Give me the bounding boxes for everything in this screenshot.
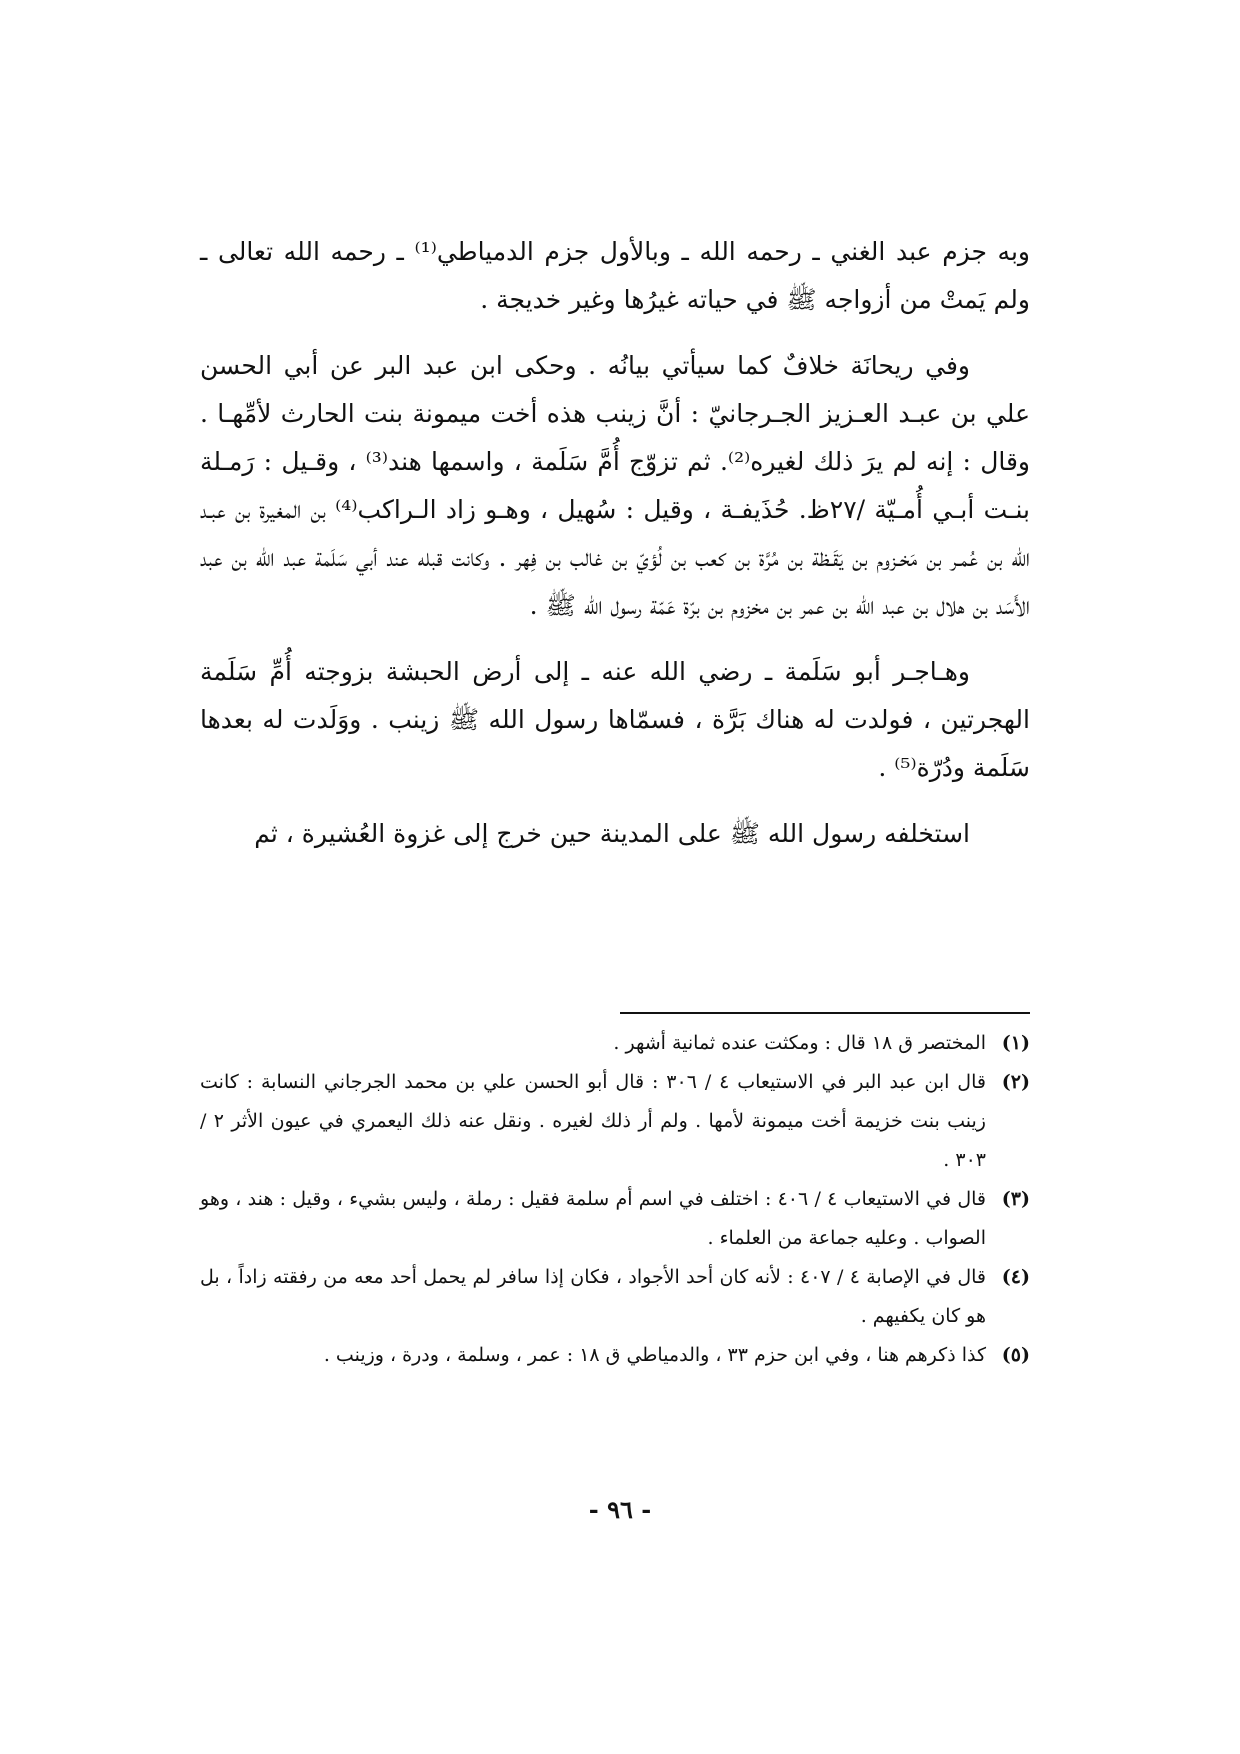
footnote-number: (٥) (1001, 1344, 1030, 1366)
footnote-number: (١) (1001, 1032, 1030, 1054)
footnote-2 (200, 1063, 1030, 1180)
footnote-number: (٣) (1001, 1188, 1030, 1210)
main-text (200, 228, 1030, 876)
paragraph-3: وهـاجـر أبو سَلَمة ـ رضي الله عنه ـ إلى أرض الحبشة بزوجته أُمِّ سَلَمة الهجرتين ، فولدت له هناك بَرَّة ، فسمّاها رسول الله ﷺ زينب . ووَلَدت له بعدها سَلَمة ودُرّة⁽⁵⁾ . (200, 657, 1030, 782)
footnote-3 (200, 1180, 1030, 1258)
footnote-number: (٢) (1001, 1071, 1030, 1093)
footnote-text: المختصر ق ١٨ قال : ومكثت عنده ثمانية أشهر . (613, 1032, 986, 1054)
paragraph-2: وفي ريحانَة خلافٌ كما سيأتي بيانُه . وحكى ابن عبد البر عن أبي الحسن علي بن عبـد العـزيز الجـرجانيّ : أنَّ زينب هذه أخت ميمونة بنت الحارث لأمِّهـا . وقال : إنه لم يرَ ذلك لغيره⁽²⁾. ثم تزوّج أُمَّ سَلَمة ، واسمها هند⁽³⁾ ، وقـيل : رَمـلة بنـت أبـي أُمـيّة /٢٧ظ. حُذَيفـة ، وقيل : سُهيل ، وهـو زاد الـراكب⁽⁴⁾ بن المغيرة بن عبـد الله بن عُمـر بن مَخـزوم بن يَقَـظة بن مُرَّة بن كعب بن لُؤيّ بن غالب بن فِهر . وكانت قبله عند أبي سَلَمة عبد الله بن عبد الأَسَد بن هلال بن عبد الله بن عمر بن مخزوم بن برّة عَمّة رسول الله ﷺ . (200, 351, 1031, 620)
paragraph-4: استخلفه رسول الله ﷺ على المدينة حين خرج إلى غزوة العُشيرة ، ثم (254, 819, 970, 848)
footnote-text: قال في الإصابة ٤ / ٤٠٧ : لأنه كان أحد الأجواد ، فكان إذا سافر لم يحمل أحد معه من رفقته زاداً ، بل هو كان يكفيهم . (200, 1266, 987, 1327)
footnote-number: (٤) (1001, 1266, 1030, 1288)
footnote-text: قال ابن عبد البر في الاستيعاب ٤ / ٣٠٦ : قال أبو الحسن علي بن محمد الجرجاني النسابة : كانت زينب بنت خزيمة أخت ميمونة لأمها . ولم أر ذلك لغيره . ونقل عنه ذلك اليعمري في عيون الأثر ٢ / ٣٠٣ . (200, 1071, 986, 1171)
footnote-text: كذا ذكرهم هنا ، وفي ابن حزم ٣٣ ، والدمياطي ق ١٨ : عمر ، وسلمة ، ودرة ، وزينب . (323, 1344, 986, 1366)
footnote-separator (620, 1012, 1030, 1014)
paragraph-1: وبه جزم عبد الغني ـ رحمه الله ـ وبالأول جزم الدمياطي⁽¹⁾ ـ رحمه الله تعالى ـ ولم يَمتْ من أزواجه ﷺ في حياته غيرُها وغير خديجة . (200, 237, 1030, 314)
footnotes (200, 1024, 1030, 1375)
footnote-4 (200, 1258, 1030, 1336)
page-number: - ٩٦ - (588, 1495, 652, 1524)
footnote-text: قال في الاستيعاب ٤ / ٤٠٦ : اختلف في اسم أم سلمة فقيل : رملة ، وليس بشيء ، وقيل : هند ، وهو الصواب . وعليه جماعة من العلماء . (200, 1188, 986, 1249)
footnote-5 (200, 1336, 1030, 1375)
footnote-1 (200, 1024, 1030, 1063)
